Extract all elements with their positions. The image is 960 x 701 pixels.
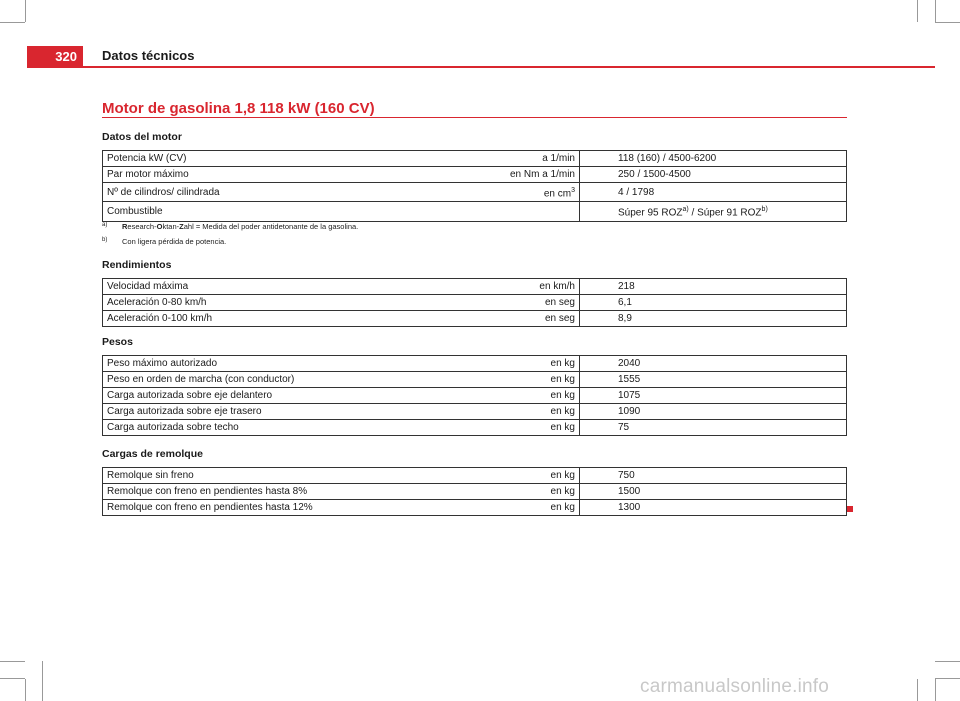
table-row — [103, 183, 847, 202]
row-unit — [471, 183, 580, 202]
table-row — [103, 372, 847, 388]
row-label: Peso en orden de marcha (con conductor) — [103, 372, 472, 388]
crop-mark — [25, 679, 26, 701]
row-label: Carga autorizada sobre eje delantero — [103, 388, 472, 404]
table-row — [103, 167, 847, 183]
footnote — [102, 237, 358, 246]
row-label: Remolque con freno en pendientes hasta 12% — [103, 500, 472, 516]
table-row — [103, 151, 847, 167]
fuel-b: Súper 91 ROZ — [697, 207, 762, 219]
row-value: 6,1 — [580, 295, 847, 311]
row-value: 8,9 — [580, 311, 847, 327]
footnote-ref-a: a) — [682, 206, 689, 214]
table-row — [103, 295, 847, 311]
crop-mark — [935, 679, 936, 701]
row-unit: en kg — [471, 372, 580, 388]
fn-initial: O — [156, 222, 163, 231]
crop-mark — [935, 22, 960, 23]
footnote-text: Con ligera pérdida de potencia. — [122, 237, 227, 246]
weights-heading: Pesos — [102, 336, 133, 348]
row-value: 2040 — [580, 356, 847, 372]
row-label: Combustible — [103, 202, 472, 221]
row-unit: en Nm a 1/min — [471, 167, 580, 183]
trailer-table — [102, 467, 847, 516]
section-title: Motor de gasolina 1,8 118 kW (160 CV) — [102, 100, 375, 117]
footnote — [102, 222, 358, 231]
row-value: 1090 — [580, 404, 847, 420]
footnote-ref-b: b) — [761, 206, 768, 214]
table-row — [103, 404, 847, 420]
table-row — [103, 468, 847, 484]
engine-heading: Datos del motor — [102, 131, 182, 143]
fn-initial: Z — [179, 222, 184, 231]
crop-mark — [0, 661, 25, 662]
fn-part: esearch- — [127, 222, 157, 231]
row-unit — [471, 202, 580, 221]
footnotes — [102, 222, 358, 252]
crop-mark — [935, 0, 936, 22]
row-value: 1555 — [580, 372, 847, 388]
footnote-text — [122, 222, 358, 231]
crop-mark — [935, 678, 960, 679]
row-value: 4 / 1798 — [580, 183, 847, 202]
footnote-mark: b) — [102, 237, 108, 243]
header-rule — [27, 66, 935, 68]
crop-mark — [917, 0, 918, 22]
fn-part: ktan- — [162, 222, 180, 231]
row-value: 1500 — [580, 484, 847, 500]
fuel-a: Súper 95 ROZ — [618, 207, 683, 219]
fn-part: ahl = Medida del poder antidetonante de la gasolina. — [183, 222, 359, 231]
engine-table — [102, 150, 847, 222]
page-number: 320 — [27, 46, 83, 66]
row-label: Aceleración 0-80 km/h — [103, 295, 472, 311]
crop-mark — [25, 0, 26, 22]
crop-mark — [0, 678, 25, 679]
row-label: Velocidad máxima — [103, 279, 472, 295]
row-unit: en kg — [471, 500, 580, 516]
row-label: Aceleración 0-100 km/h — [103, 311, 472, 327]
crop-mark — [0, 22, 25, 23]
table-row — [103, 202, 847, 221]
page-header-title: Datos técnicos — [102, 48, 195, 63]
row-unit: en kg — [471, 388, 580, 404]
row-value — [580, 202, 847, 221]
unit-superscript: 3 — [571, 187, 575, 194]
row-label: Remolque con freno en pendientes hasta 8% — [103, 484, 472, 500]
row-label: Carga autorizada sobre eje trasero — [103, 404, 472, 420]
row-unit: en kg — [471, 420, 580, 436]
row-value: 750 — [580, 468, 847, 484]
row-value: 1075 — [580, 388, 847, 404]
table-row — [103, 356, 847, 372]
row-value: 75 — [580, 420, 847, 436]
footnote-mark: a) — [102, 222, 108, 228]
crop-mark — [42, 661, 43, 701]
table-row — [103, 484, 847, 500]
section-rule — [102, 117, 847, 118]
row-label: Par motor máximo — [103, 167, 472, 183]
watermark: carmanualsonline.info — [640, 676, 830, 697]
table-row — [103, 500, 847, 516]
crop-mark — [917, 679, 918, 701]
row-label: Nº de cilindros/ cilindrada — [103, 183, 472, 202]
row-value: 1300 — [580, 500, 847, 516]
weights-table — [102, 355, 847, 436]
row-unit: en seg — [471, 311, 580, 327]
row-value: 218 — [580, 279, 847, 295]
trailer-heading: Cargas de remolque — [102, 448, 203, 460]
crop-mark — [935, 661, 960, 662]
row-value: 118 (160) / 4500-6200 — [580, 151, 847, 167]
row-label: Carga autorizada sobre techo — [103, 420, 472, 436]
unit-text: en cm — [543, 188, 572, 200]
row-unit: a 1/min — [471, 151, 580, 167]
row-unit: en km/h — [471, 279, 580, 295]
table-row — [103, 420, 847, 436]
fn-initial: R — [122, 222, 128, 231]
row-unit: en kg — [471, 484, 580, 500]
table-row — [103, 311, 847, 327]
table-row — [103, 388, 847, 404]
row-unit: en seg — [471, 295, 580, 311]
section-end-marker — [847, 506, 853, 512]
row-value: 250 / 1500-4500 — [580, 167, 847, 183]
performance-heading: Rendimientos — [102, 259, 172, 271]
row-label: Potencia kW (CV) — [103, 151, 472, 167]
table-row — [103, 279, 847, 295]
fuel-separator: / — [688, 207, 698, 219]
row-label: Remolque sin freno — [103, 468, 472, 484]
row-label: Peso máximo autorizado — [103, 356, 472, 372]
performance-table — [102, 278, 847, 327]
row-unit: en kg — [471, 404, 580, 420]
row-unit: en kg — [471, 468, 580, 484]
row-unit: en kg — [471, 356, 580, 372]
